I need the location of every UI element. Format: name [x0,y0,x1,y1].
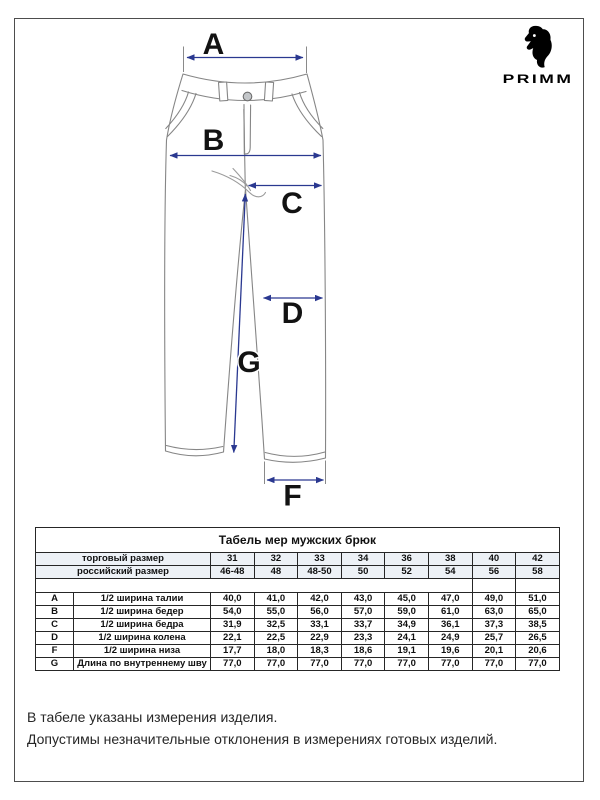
table-title: Табель мер мужских брюк [36,528,560,553]
size-table [35,527,560,671]
footer-note-2: Допустимы незначительные отклонения в измерениях готовых изделий. [27,731,498,747]
measure-value: 38,5 [516,619,560,632]
measure-value: 77,0 [472,658,516,671]
right-pocket [292,93,323,137]
belt-loop [264,82,273,101]
size-header-label: торговый размер [36,553,211,566]
measure-value: 18,6 [341,645,385,658]
spacer-cell [36,579,473,593]
size-value: 56 [472,566,516,579]
label-D: D [281,297,304,330]
measure-value: 49,0 [472,593,516,606]
label-C: C [281,187,303,220]
label-G: G [237,346,261,379]
measure-value: 20,1 [472,645,516,658]
measure-value: 41,0 [254,593,298,606]
measure-value: 57,0 [341,606,385,619]
measure-name: 1/2 ширина талии [74,593,211,606]
measure-row [36,658,560,671]
measure-value: 24,9 [428,632,472,645]
size-value: 52 [385,566,429,579]
measure-value: 34,9 [385,619,429,632]
measure-value: 24,1 [385,632,429,645]
arrow-G [234,194,246,453]
center-front-seam [244,110,246,190]
size-value: 50 [341,566,385,579]
footer-note-1: В табеле указаны измерения изделия. [27,709,278,725]
left-hem-stitch [166,446,223,450]
size-value: 58 [516,566,560,579]
measure-name: 1/2 ширина низа [74,645,211,658]
spacer-cell [472,579,516,593]
label-B: B [202,124,225,157]
measure-value: 31,9 [211,619,255,632]
spacer-row [36,579,560,593]
measure-value: 59,0 [385,606,429,619]
label-F: F [283,479,302,513]
measure-letter: C [36,619,74,632]
measure-value: 47,0 [428,593,472,606]
measure-letter: F [36,645,74,658]
belt-loop [219,82,228,101]
measure-value: 65,0 [516,606,560,619]
measure-value: 19,1 [385,645,429,658]
measure-value: 77,0 [298,658,342,671]
measure-value: 77,0 [341,658,385,671]
size-value: 31 [211,553,255,566]
size-value: 32 [254,553,298,566]
size-header-row [36,566,560,579]
measure-value: 63,0 [472,606,516,619]
measure-value: 56,0 [298,606,342,619]
footer-notes [27,706,497,750]
measure-value: 22,1 [211,632,255,645]
size-value: 38 [428,553,472,566]
measure-value: 18,0 [254,645,298,658]
size-table-body [36,528,560,671]
measure-letter: A [36,593,74,606]
measure-arrows [170,47,326,485]
measure-value: 77,0 [516,658,560,671]
measure-name: Длина по внутреннему шву [74,658,211,671]
measure-value: 33,7 [341,619,385,632]
measure-value: 36,1 [428,619,472,632]
measure-value: 25,7 [472,632,516,645]
size-value: 36 [385,553,429,566]
measure-name: 1/2 ширина колена [74,632,211,645]
size-value: 34 [341,553,385,566]
measure-value: 23,3 [341,632,385,645]
measure-value: 20,6 [516,645,560,658]
measure-value: 22,5 [254,632,298,645]
brand-name: PRIMM [502,72,574,86]
measure-letter: D [36,632,74,645]
size-value: 33 [298,553,342,566]
size-header-label: российский размер [36,566,211,579]
size-header-row [36,553,560,566]
measure-value: 37,3 [472,619,516,632]
drawstring [212,169,266,197]
measure-name: 1/2 ширина бедра [74,619,211,632]
measure-value: 77,0 [428,658,472,671]
measure-row [36,632,560,645]
measure-value: 33,1 [298,619,342,632]
measure-value: 55,0 [254,606,298,619]
measure-value: 42,0 [298,593,342,606]
measure-value: 51,0 [516,593,560,606]
measure-value: 54,0 [211,606,255,619]
measure-value: 77,0 [211,658,255,671]
measure-value: 19,6 [428,645,472,658]
measure-letter: G [36,658,74,671]
pants-outline [165,74,326,462]
label-A: A [202,28,225,61]
table-title-row [36,528,560,553]
size-value: 42 [516,553,560,566]
spacer-cell [516,579,560,593]
size-value: 48-50 [298,566,342,579]
measure-value: 77,0 [385,658,429,671]
measure-value: 17,7 [211,645,255,658]
size-value: 40 [472,553,516,566]
measure-value: 43,0 [341,593,385,606]
measure-name: 1/2 ширина бедер [74,606,211,619]
waist-button [243,92,252,101]
measure-value: 45,0 [385,593,429,606]
measure-value: 77,0 [254,658,298,671]
size-value: 48 [254,566,298,579]
measure-row [36,645,560,658]
size-value: 46-48 [211,566,255,579]
measure-value: 40,0 [211,593,255,606]
measure-value: 22,9 [298,632,342,645]
measure-row [36,593,560,606]
measure-row [36,606,560,619]
right-hem-stitch [265,452,325,456]
measure-row [36,619,560,632]
measure-value: 18,3 [298,645,342,658]
measure-value: 61,0 [428,606,472,619]
left-pocket [166,92,196,137]
measure-letter: B [36,606,74,619]
size-value: 54 [428,566,472,579]
measure-value: 32,5 [254,619,298,632]
measure-value: 26,5 [516,632,560,645]
